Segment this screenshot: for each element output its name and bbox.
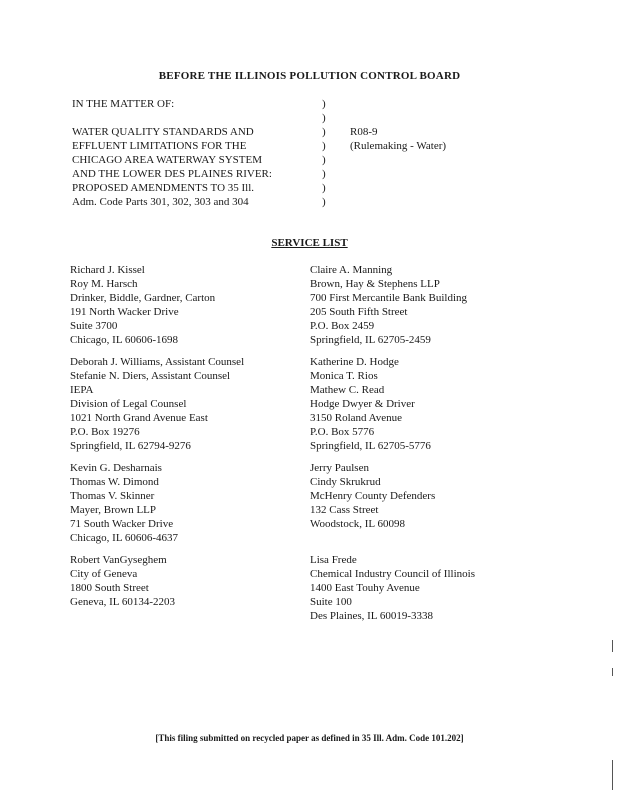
entry-line: Suite 3700 [70,320,118,332]
entry-line: P.O. Box 2459 [310,320,375,332]
entry-line: Brown, Hay & Stephens LLP [310,278,440,290]
entry-line: 132 Cass Street [310,504,379,516]
entry-line: Chemical Industry Council of Illinois [310,568,475,580]
entry-line: 700 First Mercantile Bank Building [310,292,468,304]
caption-paren: ) [322,140,326,152]
entry-line: Chicago, IL 60606-1698 [70,334,179,346]
entry-line: Robert VanGyseghem [70,554,167,566]
entry-line: Jerry Paulsen [310,462,369,474]
caption-row [72,125,552,139]
caption-left: PROPOSED AMENDMENTS TO 35 Ill. [72,182,255,194]
caption-row [72,195,552,209]
service-entry [310,553,550,623]
entry-line: Drinker, Biddle, Gardner, Carton [70,292,216,304]
entry-line: Chicago, IL 60606-4637 [70,532,179,544]
caption-left: Adm. Code Parts 301, 302, 303 and 304 [72,196,249,208]
caption-paren: ) [322,154,326,166]
entry-line: P.O. Box 5776 [310,426,375,438]
entry-line: 71 South Wacker Drive [70,518,174,530]
entry-line: P.O. Box 19276 [70,426,140,438]
docket-number: R08-9 [350,126,378,138]
entry-line: Suite 100 [310,596,352,608]
caption-row [72,97,552,111]
entry-line: Claire A. Manning [310,264,393,276]
entry-line: 3150 Roland Avenue [310,412,403,424]
entry-line: Cindy Skrukrud [310,476,381,488]
caption-paren: ) [322,182,326,194]
entry-line: Mayer, Brown LLP [70,504,157,516]
recycled-paper-footer: [This filing submitted on recycled paper as defined in 35 Ill. Adm. Code 101.202] [155,733,464,743]
service-entry [310,461,550,545]
caption-row [72,181,552,195]
entry-line: Des Plaines, IL 60019-3338 [310,610,434,622]
service-list-heading: SERVICE LIST [271,237,348,249]
entry-line: McHenry County Defenders [310,490,436,502]
entry-line: 191 North Wacker Drive [70,306,179,318]
caption-left: CHICAGO AREA WATERWAY SYSTEM [72,154,262,166]
entry-line: 1400 East Touhy Avenue [310,582,420,594]
caption-left: WATER QUALITY STANDARDS AND [72,126,254,138]
entry-line: Richard J. Kissel [70,264,145,276]
scan-artifact [612,640,613,652]
entry-line: 1800 South Street [70,582,149,594]
caption-left [72,111,322,125]
scan-artifact [612,668,613,676]
entry-line: Lisa Frede [310,554,357,566]
entry-line: 205 South Fifth Street [310,306,408,318]
entry-line: Deborah J. Williams, Assistant Counsel [70,356,245,368]
caption-left: IN THE MATTER OF: [72,98,175,110]
caption-paren: ) [322,98,326,110]
entry-line: Springfield, IL 62794-9276 [70,440,191,452]
entry-line: Springfield, IL 62705-5776 [310,440,431,452]
caption-left: EFFLUENT LIMITATIONS FOR THE [72,140,247,152]
entry-line: Hodge Dwyer & Driver [310,398,415,410]
entry-line: Katherine D. Hodge [310,356,399,368]
service-entry [70,263,310,347]
entry-line: Mathew C. Read [310,384,385,396]
entry-line: Woodstock, IL 60098 [310,518,405,530]
entry-line: Thomas W. Dimond [70,476,159,488]
caption-paren: ) [322,196,326,208]
caption-paren: ) [322,126,326,138]
page-title: BEFORE THE ILLINOIS POLLUTION CONTROL BOARD [158,70,461,82]
entry-line: Stefanie N. Diers, Assistant Counsel [70,370,231,382]
service-entry [70,461,310,545]
entry-line: Geneva, IL 60134-2203 [70,596,175,608]
entry-line: Division of Legal Counsel [70,398,187,410]
entry-line: City of Geneva [70,568,138,580]
service-entry [70,355,310,453]
service-entry [70,553,310,623]
caption-row [72,111,552,125]
entry-line: IEPA [70,384,94,396]
case-caption [72,97,552,209]
caption-paren: ) [322,168,326,180]
entry-line: Roy M. Harsch [70,278,138,290]
scan-artifact [612,760,613,790]
entry-line: 1021 North Grand Avenue East [70,412,208,424]
caption-paren: ) [322,112,326,124]
caption-row [72,139,552,153]
caption-row [72,153,552,167]
caption-row [72,167,552,181]
entry-line: Springfield, IL 62705-2459 [310,334,431,346]
proceeding-type: (Rulemaking - Water) [350,140,447,152]
entry-line: Kevin G. Desharnais [70,462,162,474]
service-list [70,263,550,623]
caption-left: AND THE LOWER DES PLAINES RIVER: [72,168,272,180]
entry-line: Thomas V. Skinner [70,490,155,502]
service-entry [310,263,550,347]
entry-line: Monica T. Rios [310,370,378,382]
service-entry [310,355,550,453]
